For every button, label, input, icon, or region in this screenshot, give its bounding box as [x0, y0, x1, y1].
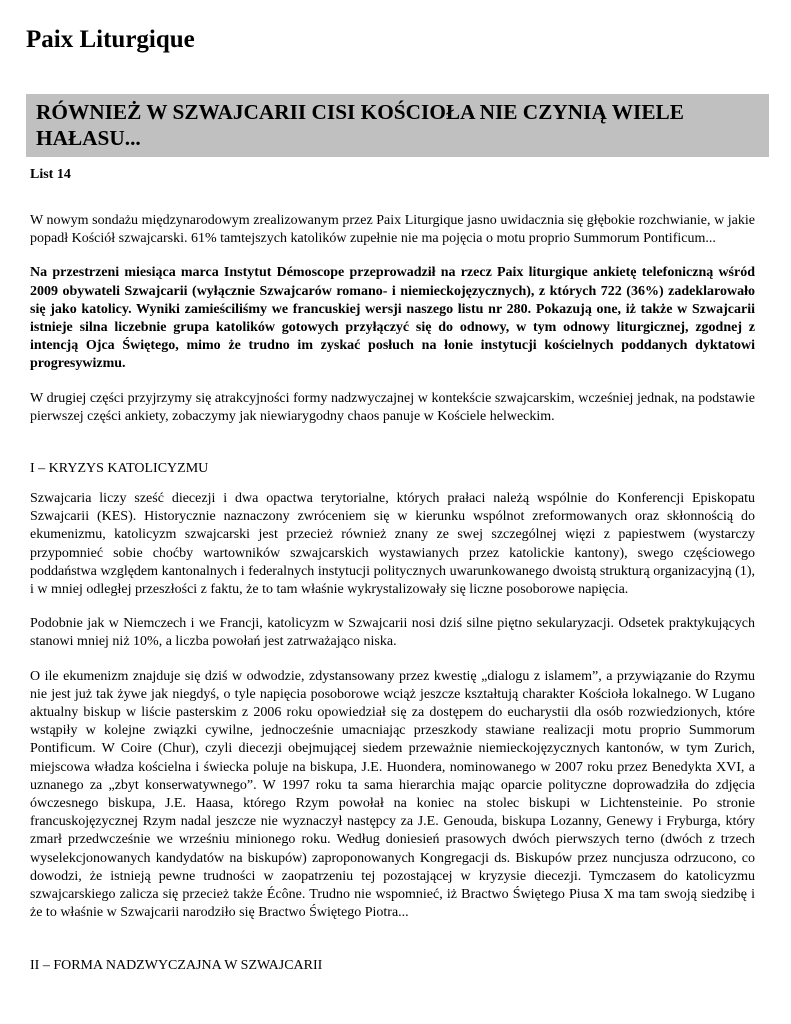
section-1-body [30, 490, 755, 938]
body-paragraph: Szwajcaria liczy sześć diecezji i dwa opactwa terytorialne, których prałaci należą wspólnie do Konferencji Episkopatu Szwajcarii (KES). Historycznie naznaczony zwróceniem się w kierunku wspólnot zreformowanych oraz skłonnością do ekumenizmu, katolicyzm szwajcarski jest przecież również znany ze swej szczególnej więzi z papiestwem (wystarczy przypomnieć sobie choćby wartowników szwajcarskich wystawianych przez katolickie kantony), swego częściowego poddaństwa względem kantonalnych i federalnych instytucji politycznych uwarunkowanego dwoistą strukturą organizacyjną (1), i w mniej odległej przeszłości z faktu, że to tam właśnie wykrystalizowały się liczne posoborowe napięcia. [30, 491, 755, 598]
intro-paragraph: W drugiej części przyjrzymy się atrakcyjności formy nadzwyczajnej w kontekście szwajcarskim, wcześniej jednak, na podstawie pierwszej części ankiety, zobaczymy jak niewiarygodny chaos panuje w Kościele helweckim. [30, 390, 755, 424]
intro-paragraph: W nowym sondażu międzynarodowym zrealizowanym przez Paix Liturgique jasno uwidacznia się głębokie rozchwianie, w jakie popadł Kościół szwajcarski. 61% tamtejszych katolików zupełnie nie ma pojęcia o motu proprio Summorum Pontificum... [30, 213, 755, 247]
body-paragraph: Podobnie jak w Niemczech i we Francji, katolicyzm w Szwajcarii nosi dziś silne piętno sekularyzacji. Odsetek praktykujących stanowi mniej niż 10%, a liczba powołań jest zatrważająco niska. [30, 616, 755, 650]
article-headline: RÓWNIEŻ W SZWAJCARII CISI KOŚCIOŁA NIE CZYNIĄ WIELE HAŁASU... [36, 100, 684, 150]
lead-paragraph: Na przestrzeni miesiąca marca Instytut Démoscope przeprowadził na rzecz Paix liturgique ankietę telefoniczną wśród 2009 obywateli Szwajcarii (wyłącznie Szwajcarów romano- i niemieckojęzycznych), z których 722 (36%) zadeklarowało się jako katolicy. Wyniki zamieściliśmy we francuskiej wersji naszego listu nr 280. Pokazują one, iż także w Szwajcarii istnieje silna liczebnie grupa katolików gotowych przyłączyć się do odnowy, w tym odnowy liturgicznej, zgodnej z intencją Ojca Świętego, mimo że trudno im zyskać posłuch na łonie instytucji kościelnych poddanych dyktatowi progresywizmu. [30, 265, 755, 372]
headline-banner [26, 94, 769, 157]
list-number: List 14 [30, 167, 71, 182]
intro-section [30, 212, 755, 442]
body-paragraph: O ile ekumenizm znajduje się dziś w odwodzie, zdystansowany przez kwestię „dialogu z islamem”, a przywiązanie do Rzymu nie jest już tak żywe jak niegdyś, o tyle napięcia posoborowe wciąż jeszcze kształtują charakter Kościoła lokalnego. W Lugano aktualny biskup w liście pasterskim z 2006 roku opowiedział się za dostępem do eucharystii dla osób rozwiedzionych, które wstąpiły w kolejne związki cywilne, jednocześnie umacniając przeszkody stawiane realizacji motu proprio Summorum Pontificum. W Coire (Chur), czyli diecezji obejmującej siedem przeważnie niemieckojęzycznych kantonów, w tym Zurich, miejscowa władza kościelna i świecka poluje na biskupa, J.E. Huondera, nominowanego w 2007 roku przez Benedykta XVI, a uznanego za „zbyt konserwatywnego”. W 1997 roku ta sama hierarchia mając oparcie polityczne doprowadziła do zdjęcia ówczesnego biskupa, J.E. Haasa, którego Rzym powołał na koniec na stolec biskupi w Lichtensteinie. Po stronie francuskojęzycznej Rzym nadal jeszcze nie wyznaczył następcy za J.E. Genouda, biskupa Lozanny, Genewy i Fryburga, który zmarł przedwcześnie we wrześniu minionego roku. Według doniesień prasowych dwóch pierwszych terno (dwóch z trzech wyselekcjonowanych kandydatów na biskupów) zaproponowanych Kongregacji ds. Biskupów przez nuncjusza odrzucono, co dowodzi, że istnieją pewne trudności w zaopatrzeniu tej pozostającej w kryzysie diecezji. Tymczasem do katolicyzmu szwajcarskiego zalicza się przecież także Écône. Trudno nie wspomnieć, iż Bractwo Świętego Piusa X ma tam swoją siedzibę i że to właśnie w Szwajcarii narodziło się Bractwo Świętego Piotra... [30, 668, 755, 921]
site-title: Paix Liturgique [26, 26, 195, 53]
section-heading-2: II – FORMA NADZWYCZAJNA W SZWAJCARII [30, 958, 323, 973]
section-heading-1: I – KRYZYS KATOLICYZMU [30, 461, 209, 476]
